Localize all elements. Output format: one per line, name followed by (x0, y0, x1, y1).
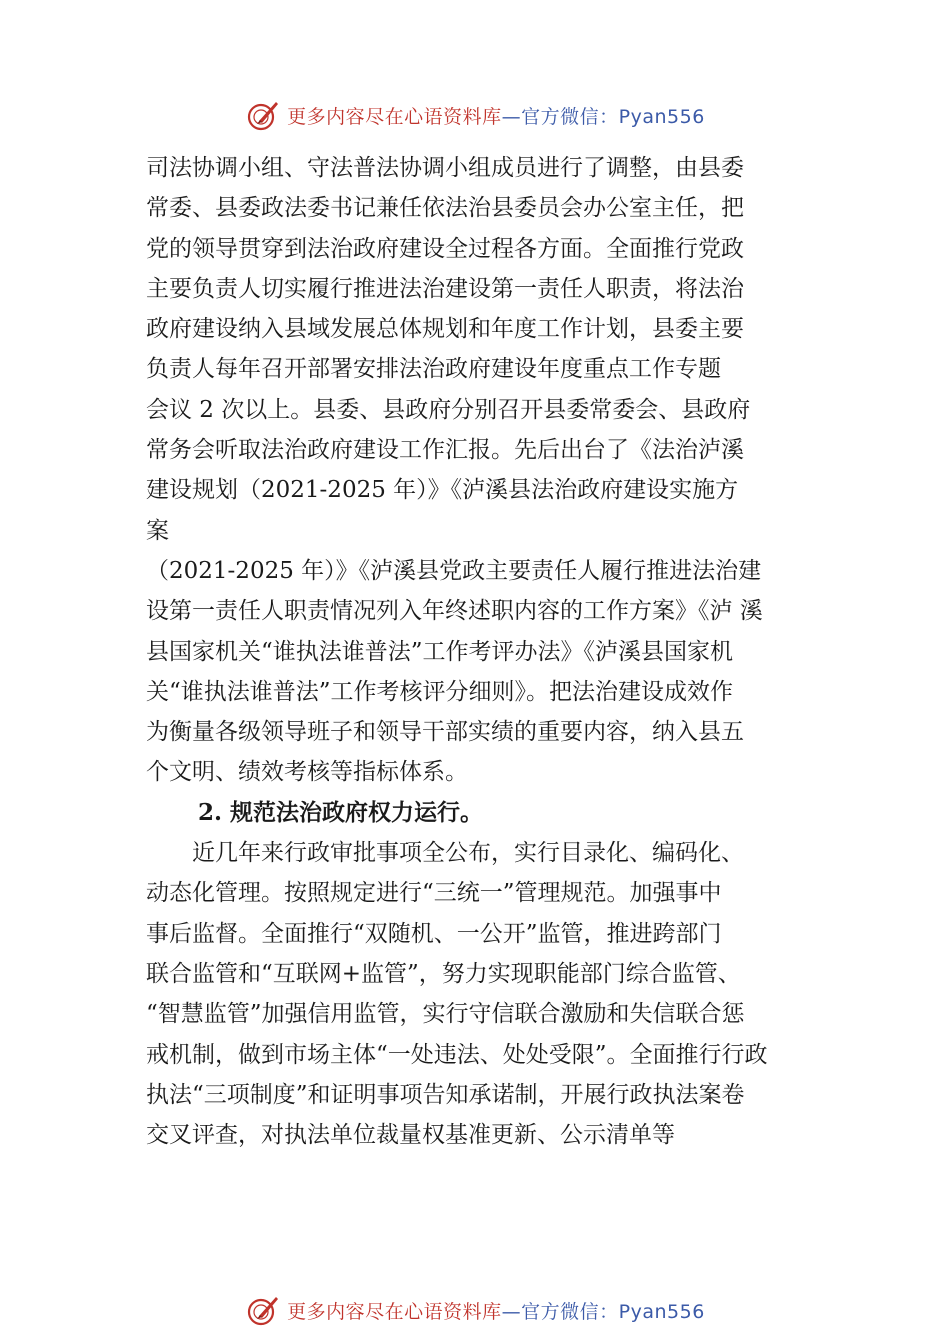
body-line: 政府建设纳入县域发展总体规划和年度工作计划，县委主要 (146, 316, 744, 343)
banner-text (287, 102, 705, 129)
section-line: 联合监管和“互联网+监管”，努力实现职能部门综合监管、 (146, 960, 741, 987)
section-line: 近几年来行政审批事项全公布，实行目录化、编码化、 (192, 840, 744, 867)
body-line: 设第一责任人职责情况列入年终述职内容的工作方案》《泸 溪 (146, 598, 763, 625)
section-line: 执法“三项制度”和证明事项告知承诺制，开展行政执法案卷 (146, 1081, 745, 1108)
body-line: 为衡量各级领导班子和领导干部实绩的重要内容，纳入县五 (146, 719, 744, 746)
body-line: 建设规划（2021-2025 年）》《泸溪县法治政府建设实施方 (146, 477, 739, 504)
document-body (146, 148, 816, 1155)
section-line: 事后监督。全面推行“双随机、一公开”监管，推进跨部门 (146, 920, 722, 947)
body-line: 案 (146, 517, 169, 544)
body-line: 党的领导贯穿到法治政府建设全过程各方面。全面推行党政 (146, 235, 744, 262)
banner-contact-text: —官方微信：Pyan556 (501, 105, 705, 128)
section-line: 交叉评查，对执法单位裁量权基准更新、公示清单等 (146, 1122, 675, 1149)
body-line: （2021-2025 年）》《泸溪县党政主要责任人履行推进法治建 (146, 557, 762, 584)
banner-main-text: 更多内容尽在心语资料库 (287, 1300, 502, 1323)
quill-seal-icon (245, 97, 281, 133)
header-banner (0, 93, 950, 137)
body-line: 主要负责人切实履行推进法治建设第一责任人职责，将法治 (146, 275, 744, 302)
banner-text (287, 1297, 705, 1324)
section-line: 动态化管理。按照规定进行“三统一”管理规范。加强事中 (146, 880, 722, 907)
section-heading: 2. 规范法治政府权力运行。 (198, 798, 484, 826)
body-line: 县国家机关“谁执法谁普法”工作考评办法》《泸溪县国家机 (146, 638, 734, 665)
banner-main-text: 更多内容尽在心语资料库 (287, 105, 502, 128)
body-line: 负责人每年召开部署安排法治政府建设年度重点工作专题 (146, 356, 721, 383)
quill-seal-icon (245, 1292, 281, 1328)
footer-banner (0, 1288, 950, 1332)
body-line: 司法协调小组、守法普法协调小组成员进行了调整，由县委 (146, 155, 744, 181)
body-line: 个文明、绩效考核等指标体系。 (146, 759, 468, 786)
body-line: 常委、县委政法委书记兼任依法治县委员会办公室主任，把 (146, 195, 744, 222)
banner-contact-text: —官方微信：Pyan556 (501, 1300, 705, 1323)
body-line: 常务会听取法治政府建设工作汇报。先后出台了《法治泸溪 (146, 437, 744, 464)
body-line: 关“谁执法谁普法”工作考核评分细则》。把法治建设成效作 (146, 678, 734, 705)
body-line: 会议 2 次以上。县委、县政府分别召开县委常委会、县政府 (146, 396, 751, 423)
section-line: “智慧监管”加强信用监管，实行守信联合激励和失信联合惩 (146, 1001, 745, 1028)
section-line: 戒机制，做到市场主体“一处违法、处处受限”。全面推行行政 (146, 1041, 768, 1068)
